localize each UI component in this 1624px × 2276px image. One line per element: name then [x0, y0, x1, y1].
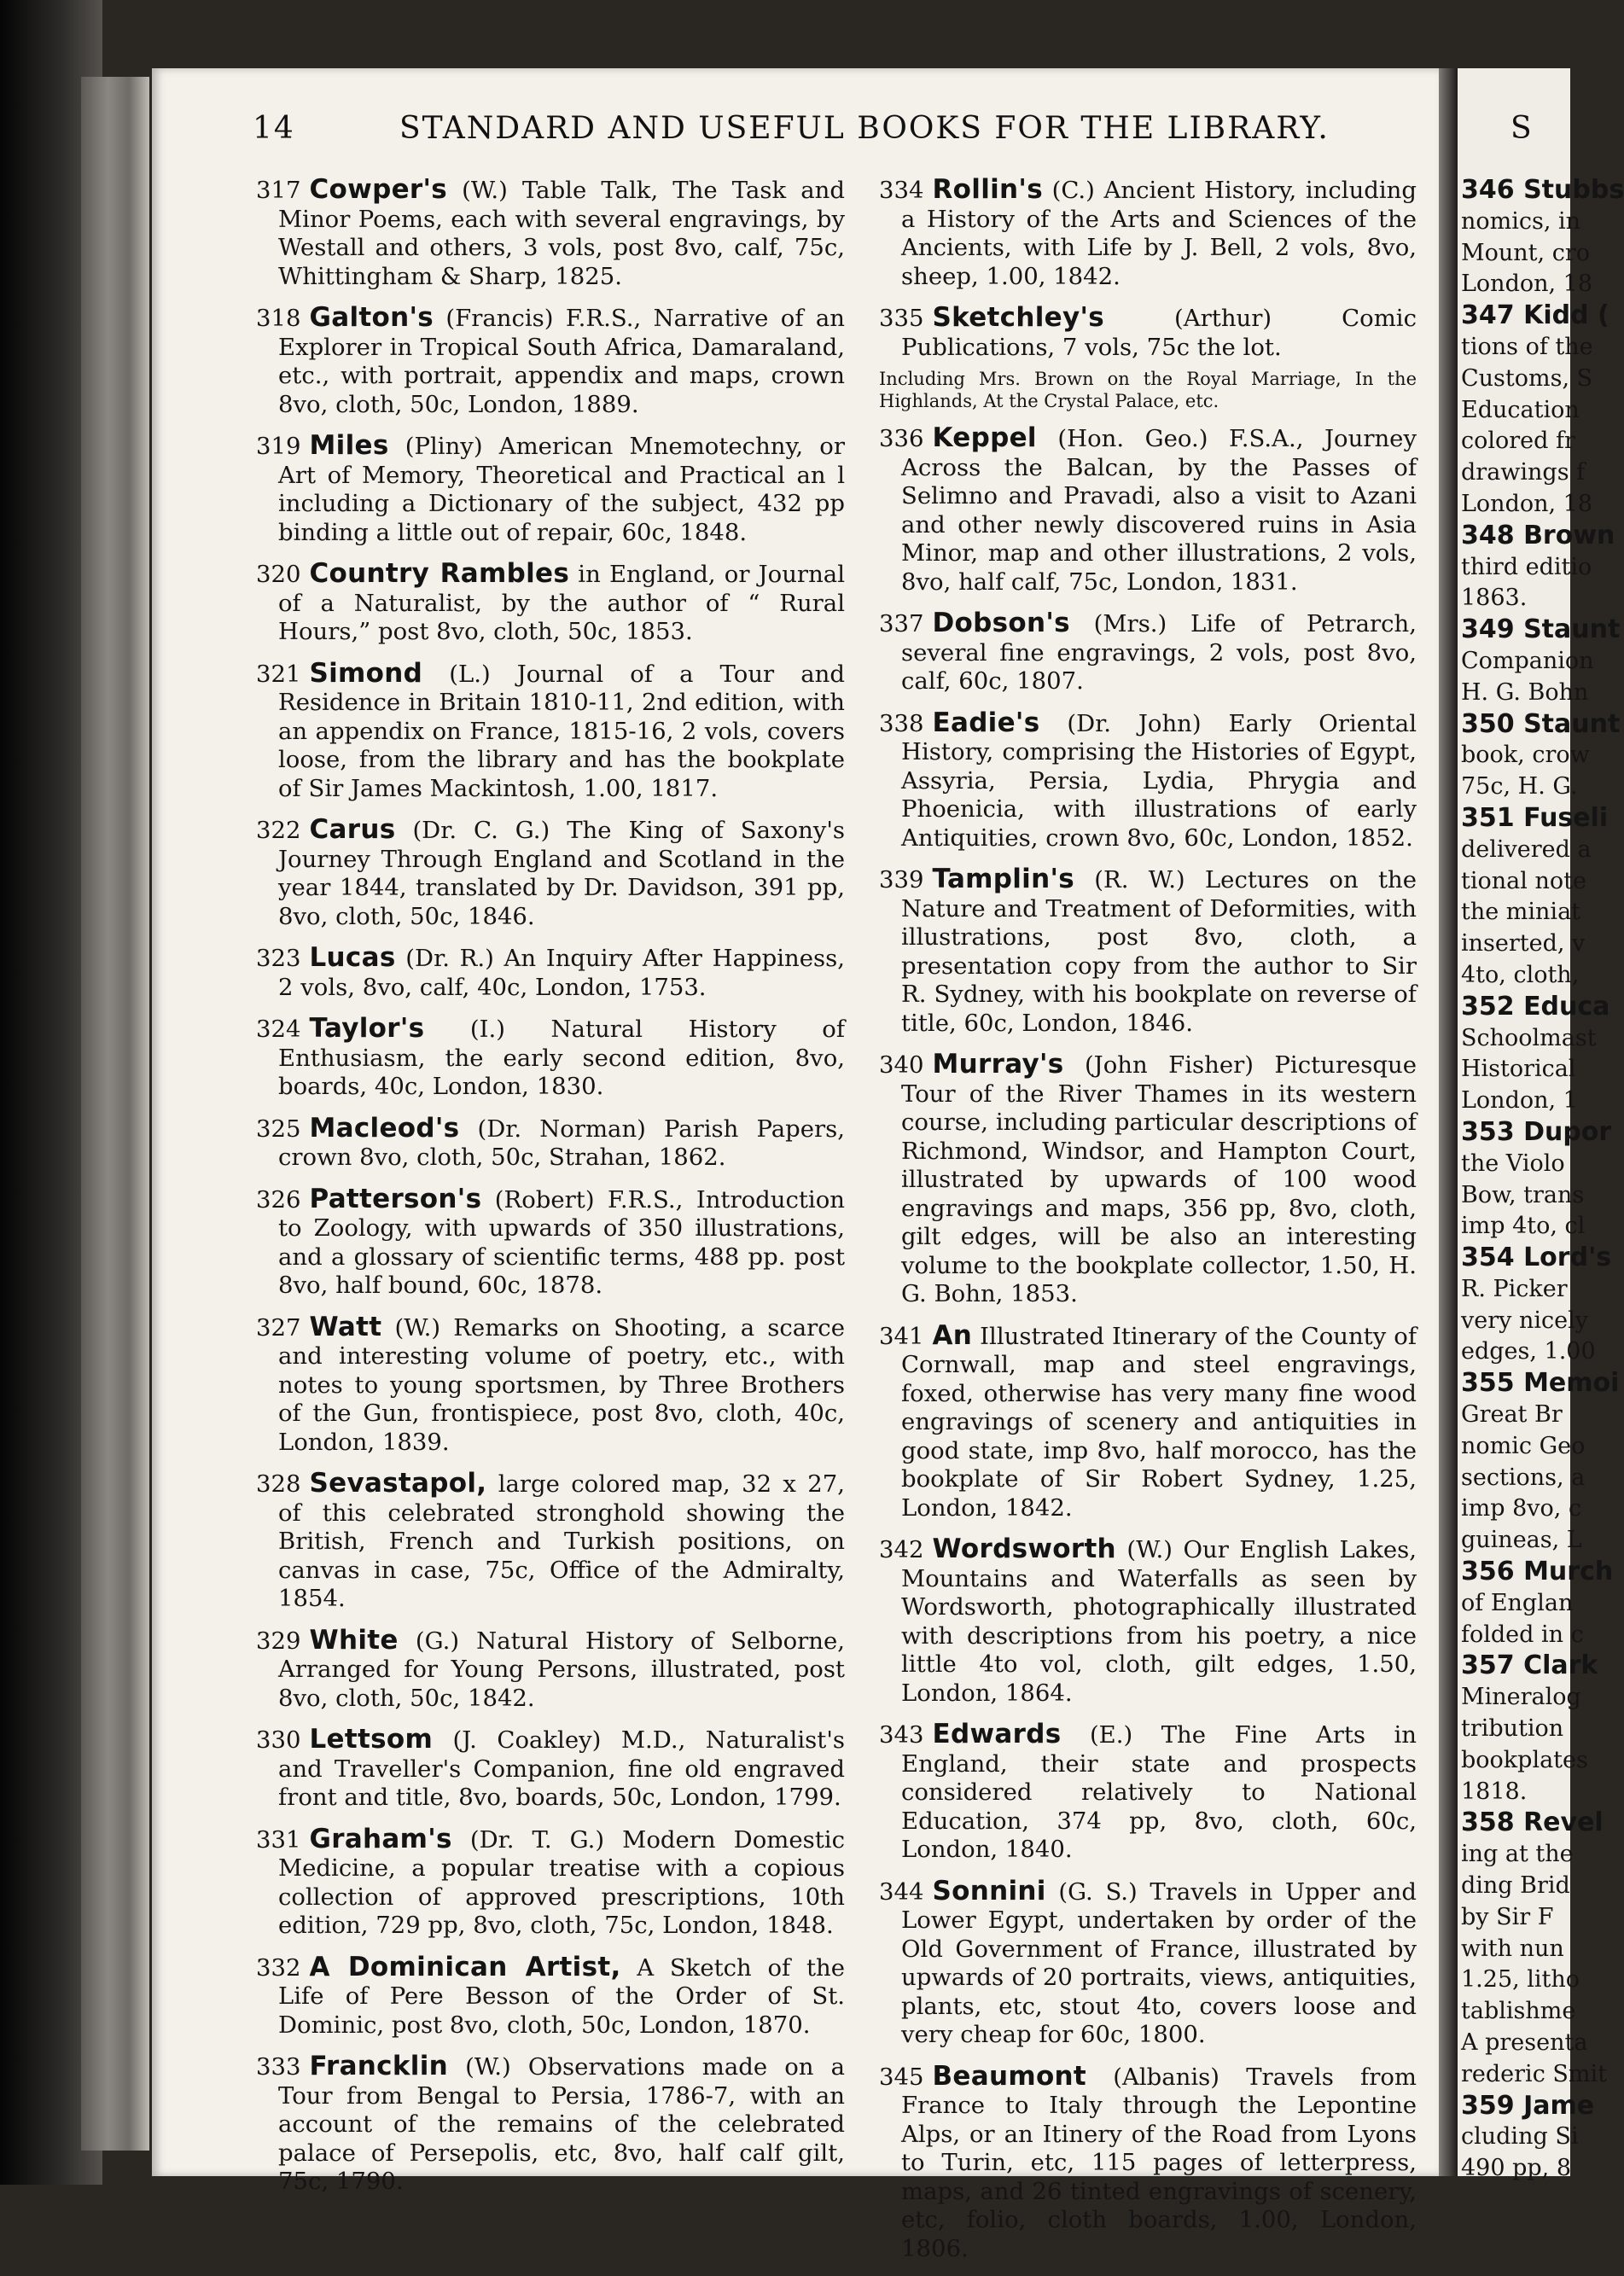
adjacent-page-line: H. G. Bohn: [1461, 678, 1589, 706]
entry-number: 325: [256, 1115, 301, 1143]
adjacent-page-line: 4to, cloth,: [1461, 961, 1580, 988]
catalogue-entry: [256, 1953, 845, 2040]
adjacent-page-line: 1.25, litho: [1461, 1966, 1580, 1994]
entry-number: 339: [879, 866, 924, 894]
adjacent-page-line: 348 Brown: [1461, 520, 1615, 550]
entry-author: Graham's: [309, 1823, 452, 1854]
entry-author: Dobson's: [932, 608, 1070, 638]
catalogue-entry: [256, 2052, 845, 2197]
entry-text: (Dr. R.) An Inquiry After Happiness, 2 vols, 8vo, calf, 40c, London, 1753.: [278, 945, 845, 1001]
adjacent-page-line: 356 Murch: [1461, 1557, 1614, 1587]
adjacent-page-line: 350 Staunt: [1461, 708, 1621, 739]
entry-text: (Francis) F.R.S., Narrative of an Explorer in Tropical South Africa, Damaraland, etc., with portrait, appendix and maps, crown 8vo, cloth, 50c, London, 1889.: [278, 305, 845, 418]
catalogue-entry: [256, 1825, 845, 1941]
entry-author: Tamplin's: [932, 864, 1075, 894]
catalogue-entry: [879, 1535, 1417, 1708]
adjacent-page-line: 75c, H. G.: [1461, 773, 1578, 800]
gutter-shadow: [1439, 68, 1458, 2176]
adjacent-page-line: delivered a: [1461, 835, 1592, 863]
adjacent-page-line: 359 Jame: [1461, 2090, 1595, 2121]
entry-number: 317: [256, 177, 301, 204]
adjacent-page-line: rederic Smit: [1461, 2060, 1607, 2087]
adjacent-page-line: ing at the: [1461, 1841, 1574, 1868]
catalogue-entry: [879, 709, 1417, 853]
catalogue-entry: [256, 432, 845, 547]
adjacent-page-line: Companion: [1461, 647, 1594, 674]
entry-text: (Dr. John) Early Oriental History, comprising the Histories of Egypt, Assyria, Persia, Lydia, Phrygia and Phoenicia, with illustrations of early Antiquities, crown 8vo, 60c, London, 1852.: [901, 709, 1417, 852]
entry-text: A Sketch of the Life of Pere Besson of the Order of St. Dominic, post 8vo, cloth, 50c, London, 1870.: [278, 1953, 845, 2039]
catalogue-entry: [256, 1313, 845, 1458]
adjacent-page-line: Historical: [1461, 1056, 1576, 1083]
adjacent-page-line: Mineralog: [1461, 1684, 1581, 1711]
adjacent-page-head: S: [1510, 111, 1532, 146]
adjacent-page-line: tribution: [1461, 1715, 1564, 1743]
catalogue-entry: [256, 1470, 845, 1614]
entry-number: 334: [879, 177, 924, 204]
entry-author: Taylor's: [309, 1013, 425, 1044]
entry-text: (W.) Observations made on a Tour from Bengal to Persia, 1786-7, with an account of the remains of the celebrated palace of Persepolis, etc, 8vo, half calf gilt, 75c, 1790.: [278, 2053, 845, 2195]
entry-text: (Albanis) Travels from France to Italy through the Lepontine Alps, or an Itinery of the Road from Lyons to Turin, etc, 115 pages of letterpress, maps, and 26 tinted engravings of scenery, etc, folio, cloth boards, 1.00, London, 1806.: [901, 2063, 1417, 2262]
adjacent-page-line: the Violo: [1461, 1150, 1565, 1177]
adjacent-page-line: 351 Fuseli: [1461, 802, 1609, 833]
entry-number: 338: [879, 709, 924, 737]
adjacent-page-line: imp 8vo, c: [1461, 1495, 1582, 1522]
catalogue-entry: [256, 1112, 845, 1173]
entry-text: (L.) Journal of a Tour and Residence in Britain 1810-11, 2nd edition, with an appendix on France, 1815-16, 2 vols, covers loose, from the library and has the bookplate of Sir James Mackintosh, 1.00, 1817.: [278, 660, 845, 802]
catalogue-entry: [256, 560, 845, 647]
catalogue-entry: [256, 944, 845, 1002]
entry-text: large colored map, 32 x 27, of this celebrated stronghold showing the British, French and Turkish positions, on canvas in case, 75c, Office of the Admiralty, 1854.: [278, 1470, 845, 1612]
entry-number: 326: [256, 1185, 301, 1214]
adjacent-page-line: 490 pp, 8: [1461, 2155, 1572, 2182]
entry-number: 328: [256, 1470, 301, 1498]
adjacent-page-line: very nicely: [1461, 1307, 1588, 1334]
entry-number: 330: [256, 1726, 301, 1754]
entry-author: Miles: [309, 430, 389, 461]
entry-text: (J. Coakley) M.D., Naturalist's and Traveller's Companion, fine old engraved front and title, 8vo, boards, 50c, London, 1799.: [278, 1726, 845, 1811]
adjacent-page-line: London, 18: [1461, 490, 1593, 517]
adjacent-page-line: third editio: [1461, 553, 1592, 580]
adjacent-page-line: 357 Clark: [1461, 1650, 1598, 1681]
entry-number: 340: [879, 1051, 924, 1079]
adjacent-page-line: by Sir F: [1461, 1903, 1554, 1930]
entry-author: Beaumont: [932, 2060, 1087, 2092]
catalogue-entry: [879, 2060, 1417, 2264]
entry-author: Murray's: [932, 1049, 1064, 1080]
adjacent-page-line: drawings f: [1461, 459, 1586, 486]
adjacent-page-line: Mount, cro: [1461, 239, 1590, 266]
adjacent-page-line: Schoolmast: [1461, 1024, 1597, 1051]
right-column: [879, 176, 1417, 2276]
adjacent-page-line: 353 Dupor: [1461, 1116, 1612, 1147]
entry-author: Galton's: [309, 302, 434, 333]
entry-author: Sevastapol,: [309, 1468, 487, 1499]
adjacent-page-line: Customs, S: [1461, 364, 1593, 392]
entry-number: 321: [256, 660, 301, 688]
entry-text: (I.) Natural History of Enthusiasm, the early second edition, 8vo, boards, 40c, London, 1830.: [278, 1016, 845, 1100]
adjacent-page-line: 354 Lord's: [1461, 1243, 1612, 1273]
adjacent-page-line: 1863.: [1461, 585, 1528, 612]
adjacent-page-line: guineas, L: [1461, 1527, 1582, 1554]
catalogue-entry: [879, 1877, 1417, 2050]
entry-author: Carus: [309, 814, 396, 845]
entry-number: 343: [879, 1721, 924, 1749]
left-column: [256, 176, 845, 2209]
entry-author: Keppel: [932, 422, 1037, 453]
catalogue-entry: [256, 657, 845, 804]
adjacent-page-line: 346 Stubbs: [1461, 175, 1624, 205]
adjacent-page-line: London, 1: [1461, 1087, 1578, 1115]
adjacent-page-line: R. Picker: [1461, 1275, 1568, 1302]
entry-author: Patterson's: [309, 1183, 482, 1214]
adjacent-page-line: tions of the: [1461, 333, 1593, 360]
entry-number: 345: [879, 2063, 924, 2091]
entry-text: (W.) Our English Lakes, Mountains and Waterfalls as seen by Wordsworth, photographically illustrated with descriptions from his poetry, a nice little 4to vol, cloth, gilt edges, 1.50, London, 1864.: [901, 1536, 1417, 1707]
entry-number: 322: [256, 817, 301, 844]
entry-text: (Dr. Norman) Parish Papers, crown 8vo, cloth, 50c, Strahan, 1862.: [278, 1115, 845, 1171]
adjacent-page-line: Education: [1461, 396, 1580, 423]
entry-number: 318: [256, 305, 301, 332]
catalogue-entry: [256, 304, 845, 419]
entry-text: (E.) The Fine Arts in England, their state and prospects considered relatively to National Education, 374 pp, 8vo, cloth, 60c, London, 1840.: [901, 1721, 1417, 1863]
adjacent-page-line: cluding Si: [1461, 2123, 1579, 2151]
adjacent-page-line: of Englan: [1461, 1589, 1574, 1616]
adjacent-page-line: ding Brid: [1461, 1872, 1570, 1900]
entry-number: 320: [256, 561, 301, 588]
entry-text: (Mrs.) Life of Petrarch, several fine engravings, 2 vols, post 8vo, calf, 60c, 1807.: [901, 610, 1417, 695]
entry-author: Macleod's: [309, 1112, 460, 1144]
catalogue-entry: [879, 1720, 1417, 1865]
adjacent-page-line: tablishme: [1461, 1998, 1576, 2025]
entry-note: Including Mrs. Brown on the Royal Marriage, In the Highlands, At the Crystal Palace, etc.: [879, 369, 1417, 411]
entry-number: 329: [256, 1627, 301, 1655]
entry-text: (W.) Table Talk, The Task and Minor Poems, each with several engravings, by Westall and others, 3 vols, post 8vo, calf, 75c, Whittingham & Sharp, 1825.: [278, 177, 845, 290]
adjacent-page-line: London, 18: [1461, 271, 1593, 298]
entry-author: Eadie's: [932, 707, 1040, 738]
adjacent-page-line: A presenta: [1461, 2029, 1588, 2057]
entry-author: Francklin: [309, 2051, 448, 2081]
page-number: 14: [253, 111, 295, 146]
entry-number: 327: [256, 1313, 301, 1342]
catalogue-entry: [879, 1319, 1417, 1523]
entry-number: 331: [256, 1825, 301, 1854]
adjacent-page-line: 355 Memoi: [1461, 1368, 1620, 1399]
adjacent-page-line: sections, a: [1461, 1464, 1586, 1491]
page-edges: [81, 77, 149, 2151]
entry-author: A Dominican Artist,: [309, 1951, 621, 1982]
catalogue-entry: [879, 609, 1417, 696]
adjacent-page-fragment: [1458, 68, 1624, 2182]
catalogue-entry: [256, 816, 845, 931]
adjacent-page-line: book, crow: [1461, 742, 1590, 769]
catalogue-entry: [879, 304, 1417, 362]
adjacent-page-line: Great Br: [1461, 1401, 1563, 1429]
adjacent-page-line: with nun: [1461, 1935, 1564, 1962]
entry-text: (Hon. Geo.) F.S.A., Journey Across the Balcan, by the Passes of Selimno and Pravadi, also a visit to Azani and other newly discovered ruins in Asia Minor, map and other illustrations, 2 vols, 8vo, half calf, 75c, London, 1831.: [901, 425, 1417, 596]
entry-number: 323: [256, 945, 301, 972]
entry-text: (Robert) F.R.S., Introduction to Zoology, with upwards of 350 illustrations, and a glossary of scientific terms, 488 pp. post 8vo, half bound, 60c, 1878.: [278, 1185, 845, 1299]
adjacent-page-line: 347 Kidd (: [1461, 300, 1609, 331]
adjacent-page-line: 349 Staunt: [1461, 614, 1621, 645]
entry-number: 324: [256, 1016, 301, 1043]
entry-text: (Dr. C. G.) The King of Saxony's Journey Through England and Scotland in the year 1844, translated by Dr. Davidson, 391 pp, 8vo, cloth, 50c, 1846.: [278, 817, 845, 930]
catalogue-entry: [256, 1015, 845, 1102]
entry-author: Simond: [309, 657, 423, 689]
entry-author: Watt: [309, 1311, 382, 1342]
adjacent-page-line: folded in c: [1461, 1621, 1584, 1648]
entry-number: 342: [879, 1536, 924, 1563]
entry-author: Cowper's: [309, 174, 448, 205]
catalogue-entry: [879, 1051, 1417, 1309]
adjacent-page-line: edges, 1.00: [1461, 1338, 1596, 1365]
adjacent-page-line: bookplates: [1461, 1746, 1588, 1773]
entry-author: Country Rambles: [309, 558, 570, 589]
entry-number: 336: [879, 425, 924, 452]
entry-number: 319: [256, 433, 301, 460]
adjacent-page-line: imp 4to, cl: [1461, 1213, 1586, 1240]
entry-author: An: [932, 1319, 973, 1351]
adjacent-page-line: tional note: [1461, 867, 1586, 894]
adjacent-page-line: 1818.: [1461, 1778, 1528, 1805]
entry-text: (John Fisher) Picturesque Tour of the River Thames in its western course, including particular descriptions of Richmond, Windsor, and Hampton Court, illustrated by upwards of 100 wood engravings and maps, 356 pp, 8vo, cloth, gilt edges, will be also an interesting volume to the bookplate collector, 1.50, H. G. Bohn, 1853.: [901, 1051, 1417, 1307]
entry-author: Wordsworth: [932, 1534, 1116, 1564]
entry-number: 344: [879, 1877, 924, 1906]
entry-number: 341: [879, 1322, 924, 1350]
adjacent-page-line: Bow, trans: [1461, 1181, 1585, 1208]
adjacent-page-line: 358 Revel: [1461, 1807, 1604, 1838]
adjacent-page-line: nomic Geo: [1461, 1432, 1586, 1459]
entry-number: 333: [256, 2053, 301, 2081]
entry-number: 335: [879, 305, 924, 332]
entry-text: (G. S.) Travels in Upper and Lower Egypt, undertaken by order of the Old Government of France, illustrated by upwards of 20 portraits, views, antiquities, plants, etc, stout 4to, covers loose and very cheap for 60c, 1800.: [901, 1877, 1417, 2048]
page-title: STANDARD AND USEFUL BOOKS FOR THE LIBRARY.: [399, 111, 1330, 146]
entry-text: in England, or Journal of a Naturalist, by the author of “ Rural Hours,” post 8vo, cloth, 50c, 1853.: [278, 561, 845, 645]
entry-number: 332: [256, 1953, 301, 1982]
entry-text: (Pliny) American Mnemotechny, or Art of Memory, Theoretical and Practical an l including a Dictionary of the subject, 432 pp binding a little out of repair, 60c, 1848.: [278, 433, 845, 546]
entry-text: (Arthur) Comic Publications, 7 vols, 75c the lot.: [901, 305, 1417, 361]
entry-author: Lucas: [309, 942, 396, 973]
entry-text: (G.) Natural History of Selborne, Arranged for Young Persons, illustrated, post 8vo, cloth, 50c, 1842.: [278, 1627, 845, 1712]
entry-text: (Dr. T. G.) Modern Domestic Medicine, a popular treatise with a copious collection of approved prescriptions, 10th edition, 729 pp, 8vo, cloth, 75c, London, 1848.: [278, 1825, 845, 1939]
entry-text: (R. W.) Lectures on the Nature and Treatment of Deformities, with illustrations, post 8vo, cloth, a presentation copy from the author to Sir R. Sydney, with his bookplate on reverse of title, 60c, London, 1846.: [901, 866, 1417, 1037]
catalogue-entry: [879, 865, 1417, 1038]
entry-author: White: [309, 1624, 399, 1656]
adjacent-page-line: inserted, v: [1461, 930, 1586, 958]
catalogue-entry: [256, 1185, 845, 1301]
entry-author: Sketchley's: [932, 302, 1105, 333]
catalogue-entry: [879, 424, 1417, 597]
catalogue-entry: [256, 1726, 845, 1813]
entry-text: Illustrated Itinerary of the County of Cornwall, map and steel engravings, foxed, otherwise has very many fine wood engravings of scenery and antiquities in good state, imp 8vo, half morocco, has the bookplate of Sir Robert Sydney, 1.25, London, 1842.: [901, 1322, 1417, 1522]
adjacent-page-line: 352 Educa: [1461, 991, 1610, 1022]
entry-author: Sonnini: [932, 1875, 1046, 1906]
entry-author: Lettsom: [309, 1724, 434, 1755]
catalogue-entry: [879, 176, 1417, 291]
adjacent-page-line: nomics, in: [1461, 207, 1581, 235]
catalogue-page: [152, 68, 1439, 2262]
catalogue-entry: [256, 176, 845, 291]
entry-number: 337: [879, 610, 924, 637]
adjacent-page-line: colored fr: [1461, 428, 1575, 455]
entry-text: (W.) Remarks on Shooting, a scarce and interesting volume of poetry, etc., with notes to young sportsmen, by Three Brothers of the Gun, frontispiece, post 8vo, cloth, 40c, London, 1839.: [278, 1313, 845, 1456]
adjacent-page-line: the miniat: [1461, 899, 1581, 926]
entry-text: (C.) Ancient History, including a History of the Arts and Sciences of the Ancients, with Life by J. Bell, 2 vols, 8vo, sheep, 1.00, 1842.: [901, 177, 1417, 290]
entry-author: Edwards: [932, 1719, 1062, 1749]
running-head: [152, 111, 1439, 162]
catalogue-entry: [256, 1624, 845, 1714]
entry-author: Rollin's: [932, 174, 1043, 205]
